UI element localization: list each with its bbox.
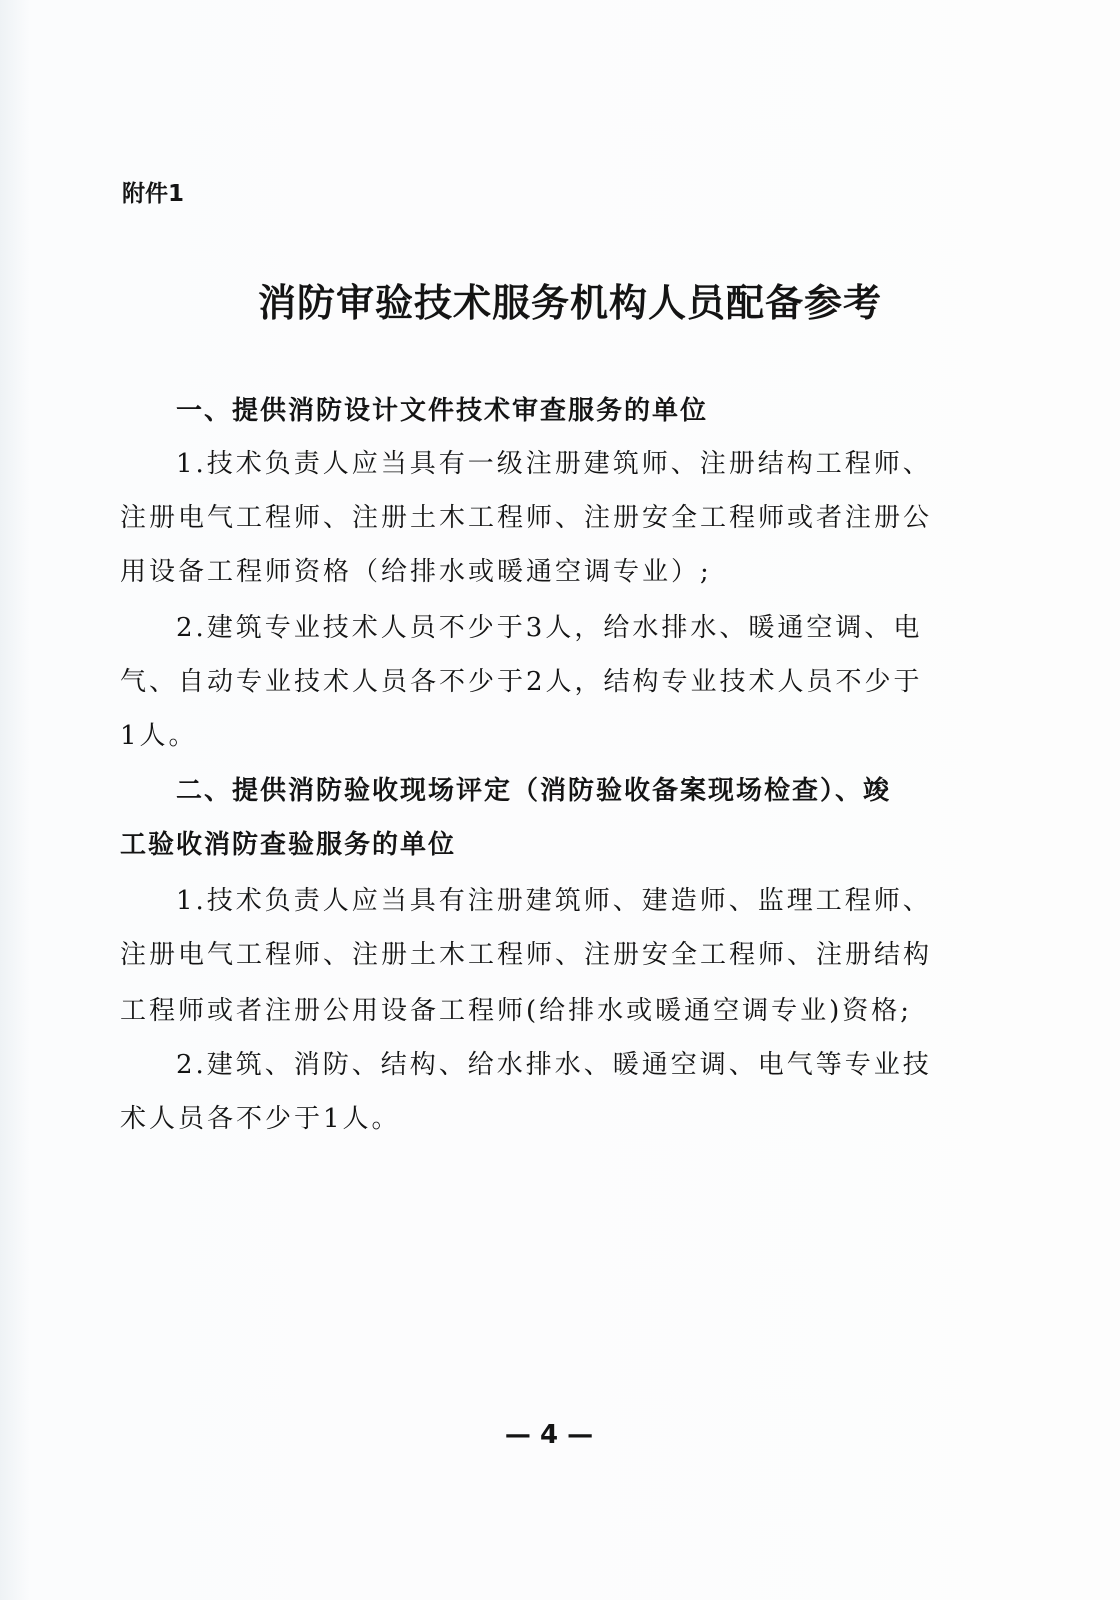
section-2-item-2-line-1: 2.建筑、消防、结构、给水排水、暖通空调、电气等专业技 <box>176 1050 932 1080</box>
section-1-item-1-line-1: 1.技术负责人应当具有一级注册建筑师、注册结构工程师、 <box>176 449 932 479</box>
section-1-heading: 一、提供消防设计文件技术审查服务的单位 <box>176 396 709 426</box>
section-1-item-1-line-3: 用设备工程师资格（给排水或暖通空调专业）; <box>120 557 712 587</box>
section-2-heading-line-2: 工验收消防查验服务的单位 <box>120 830 457 860</box>
section-1-item-2-line-3: 1人。 <box>120 721 198 751</box>
section-2-item-1-line-2: 注册电气工程师、注册土木工程师、注册安全工程师、注册结构 <box>120 940 933 970</box>
section-2-item-1-line-1: 1.技术负责人应当具有注册建筑师、建造师、监理工程师、 <box>176 886 932 916</box>
section-2-heading-line-1: 二、提供消防验收现场评定（消防验收备案现场检查）、竣 <box>176 776 892 806</box>
section-2-item-2-line-2: 术人员各不少于1人。 <box>120 1104 401 1134</box>
attachment-label: 附件1 <box>122 181 185 207</box>
document-title: 消防审验技术服务机构人员配备参考 <box>257 281 882 325</box>
page-number: — 4 — <box>504 1420 594 1450</box>
section-1-item-2-line-1: 2.建筑专业技术人员不少于3人，给水排水、暖通空调、电 <box>176 613 923 643</box>
section-2-item-1-line-3: 工程师或者注册公用设备工程师(给排水或暖通空调专业)资格; <box>120 996 913 1026</box>
section-1-item-2-line-2: 气、自动专业技术人员各不少于2人，结构专业技术人员不少于 <box>120 667 923 697</box>
section-1-item-1-line-2: 注册电气工程师、注册土木工程师、注册安全工程师或者注册公 <box>120 503 933 533</box>
